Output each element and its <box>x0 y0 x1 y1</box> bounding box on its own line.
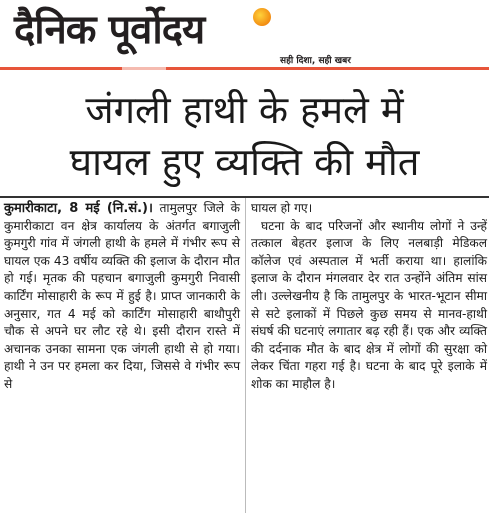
article-body-left: तामुलपुर जिले के कुमारीकाटा वन क्षेत्र कार्यालय के अंतर्गत बगाजुली कुमगुरी गांव में जंगली हाथी के हमले में गंभीर रूप से घायल एक 43 वर्षीय व्यक्ति की इलाज के दौरान मौत हो गई। मृतक की पहचान बगाजुली कुमगुरी निवासी कार्टिंग मोसाहारी के रूप में हुई है। प्राप्त जानकारी के अनुसार, गत 4 मई को कार्टिंग मोसाहारी बाथौपुरी चौक से अपने घर लौट रहे थे। इसी दौरान रास्ते में अचानक उनका सामना एक जंगली हाथी से हो गया। हाथी ने उन पर हमला कर दिया, जिससे वे गंभीर रूप से <box>4 201 240 391</box>
newspaper-tagline: सही दिशा, सही खबर <box>280 56 351 66</box>
column-divider <box>245 198 246 513</box>
masthead-rule <box>0 67 489 70</box>
headline-line-2: घायल हुए व्यक्ति की मौत <box>69 140 420 184</box>
headline-line-1: जंगली हाथी के हमले में <box>85 88 404 132</box>
article-headline <box>0 84 489 188</box>
article-column-left <box>4 200 240 394</box>
newspaper-title: दैनिक पूर्वोदय <box>14 7 205 53</box>
masthead-rule-accent <box>122 67 166 70</box>
sun-logo-icon <box>253 8 271 26</box>
article-column-right <box>251 200 487 394</box>
dateline: कुमारीकाटा, 8 मई (नि.सं.)। <box>4 201 153 216</box>
article-body-right: घटना के बाद परिजनों और स्थानीय लोगों ने उन्हें तत्काल बेहतर इलाज के लिए नलबाड़ी मेडिकल कॉलेज एवं अस्पताल में भर्ती कराया था। हालांकि इलाज के दौरान मंगलवार देर रात उन्होंने अंतिम सांस ली। उल्लेखनीय है कि तामुलपुर के भारत-भूटान सीमा से सटे इलाकों में पिछले कुछ समय से मानव-हाथी संघर्ष की घटनाएं लगातार बढ़ रही हैं। एक और व्यक्ति की दर्दनाक मौत के बाद क्षेत्र में लोगों की सुरक्षा को लेकर चिंता गहरा गई है। घटना के बाद पूरे इलाके में शोक का माहौल है। <box>251 218 487 391</box>
masthead <box>0 0 489 72</box>
article-body-right-continuation: घायल हो गए। <box>251 201 313 215</box>
